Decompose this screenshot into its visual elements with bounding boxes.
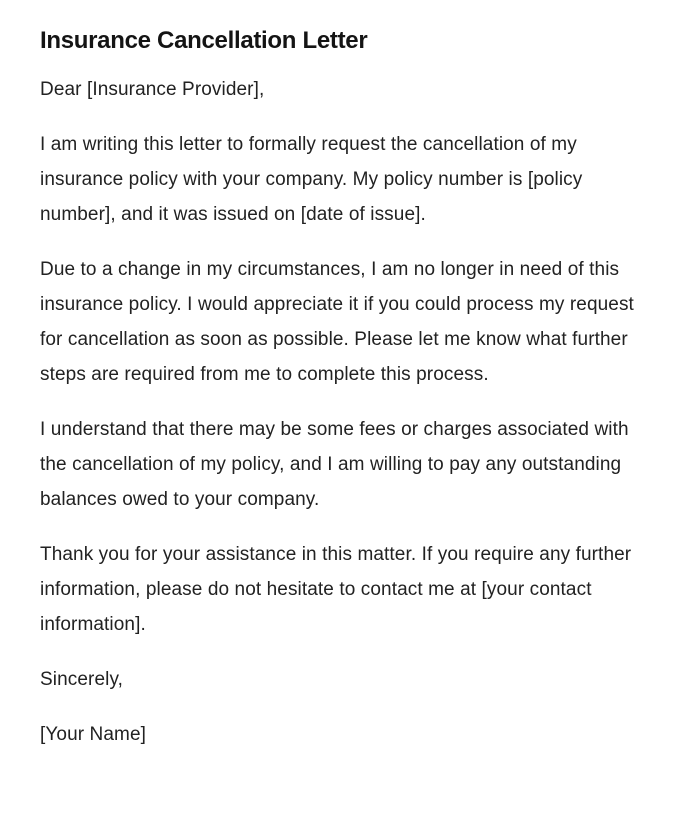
- letter-closing: Sincerely,: [40, 669, 124, 690]
- letter-signature: [Your Name]: [40, 724, 147, 745]
- letter-salutation: Dear [Insurance Provider],: [40, 79, 265, 100]
- letter-paragraph-request: I am writing this letter to formally request the cancellation of my insurance policy with your company. My policy number is [policy number], and it was issued on [date of issue].: [40, 134, 583, 225]
- letter-paragraph-reason: Due to a change in my circumstances, I am no longer in need of this insurance policy. I would appreciate it if you could process my request for cancellation as soon as possible. Please let me know what further steps are required from me to complete this process.: [40, 259, 634, 385]
- letter-title: Insurance Cancellation Letter: [40, 27, 368, 54]
- letter-document: [40, 24, 644, 772]
- letter-paragraph-fees: I understand that there may be some fees or charges associated with the cancellation of my policy, and I am willing to pay any outstanding balances owed to your company.: [40, 419, 629, 510]
- letter-paragraph-thanks: Thank you for your assistance in this matter. If you require any further information, please do not hesitate to contact me at [your contact information].: [40, 544, 632, 635]
